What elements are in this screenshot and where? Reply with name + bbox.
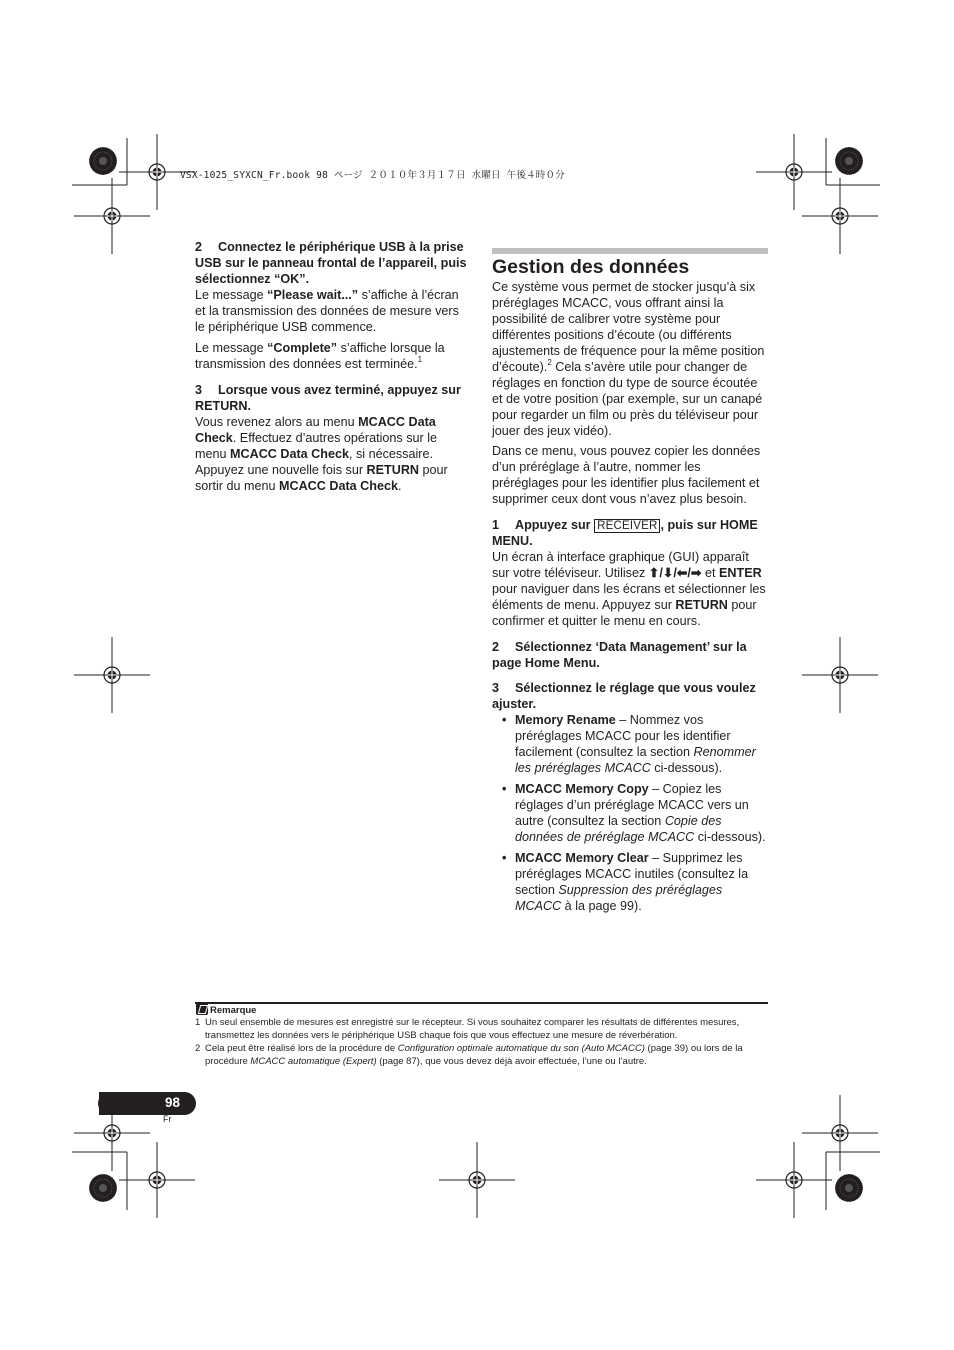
- step-1-heading: 1 Appuyez sur RECEIVER , puis sur HOME MENU.: [492, 518, 758, 548]
- step-3-paragraph: Vous revenez alors au menu MCACC Data Check. Effectuez d’autres opérations sur le menu MCACC Data Check, si nécessaire. Appuyez une nouvelle fois sur RETURN pour sortir du menu MCACC Data Check.: [195, 415, 448, 493]
- intro-paragraph-1: Ce système vous permet de stocker jusqu’à six préréglages MCACC, vous offrant ainsi la possibilité de calibrer votre système pour différentes positions d’écoute (ou différents ajustements de fréquence pour la même position d’écoute).$^2$ Cela s’avère utile pour changer de réglages en fonction du type de source écoutée et de votre position (par exemple, sur un canapé pour regarder un film ou près du téléviseur pour jouer des jeux vidéo).: [492, 280, 765, 438]
- step-3-heading: 3 Lorsque vous avez terminé, appuyez sur RETURN.: [195, 383, 461, 413]
- step-1-paragraph: Un écran à interface graphique (GUI) apparaît sur votre téléviseur. Utilisez ⬆/⬇/⬅/➡ et ENTER pour naviguer dans les écrans et sélectionner les éléments de menu. Appuyez sur RETURN pour confirmer et quitter le menu en cours.: [492, 550, 766, 628]
- step-2-paragraph-1: Le message “Please wait...” s’affiche à l’écran et la transmission des données de mesure vers le périphérique USB commence.: [195, 288, 459, 334]
- print-header: VSX-1025_SYXCN_Fr.book 98 ページ ２０１０年３月１７日 水曜日 午後４時０分: [180, 170, 565, 181]
- language-code: Fr: [163, 1114, 172, 1124]
- receiver-key: RECEIVER: [594, 519, 660, 533]
- footnote-2: 2 Cela peut être réalisé lors de la procédure de Configuration optimale automatique du son (Auto MCACC) (page 39) ou lors de la procédure MCACC automatique (Expert) (page 87), que vous devez déjà avoir effectuée, l’une ou l’autre.: [195, 1043, 743, 1067]
- left-column: [195, 239, 470, 494]
- step-3-heading: 3 Sélectionnez le réglage que vous voulez ajuster.: [492, 681, 756, 711]
- list-item: • Memory Rename – Nommez vos préréglages MCACC pour les identifier facilement (consultez la section Renommer les préréglages MCACC ci-dessous).: [502, 713, 756, 775]
- list-item: • MCACC Memory Copy – Copiez les réglages d’un préréglage MCACC vers un autre (consultez la section Copie des données de préréglage MCACC ci-dessous).: [502, 782, 766, 844]
- intro-paragraph-2: Dans ce menu, vous pouvez copier les données d’un préréglage à l’autre, nommer les préréglages pour les identifier plus facilement et supprimer ceux dont vous n’avez plus besoin.: [492, 444, 761, 506]
- footnotes: [195, 1017, 768, 1068]
- page-number-tab: [99, 1092, 196, 1115]
- notes-heading: Remarque: [196, 1003, 256, 1017]
- step-2-paragraph-2: Le message “Complete” s’affiche lorsque la transmission des données est terminée.$^1$: [195, 341, 445, 371]
- right-column: [492, 279, 768, 914]
- section-bar: [492, 248, 768, 254]
- page-number: 98: [164, 1095, 180, 1110]
- step-2-heading: 2 Connectez le périphérique USB à la prise USB sur le panneau frontal de l’appareil, puis sélectionnez “OK”.: [195, 240, 467, 286]
- footnote-1: 1 Un seul ensemble de mesures est enregistré sur le récepteur. Si vous souhaitez comparer les résultats de différentes mesures, transmettez les données vers le périphérique USB chaque fois que vous effectuez une mesure de réverbération.: [195, 1017, 740, 1041]
- notes-divider: [195, 1002, 768, 1004]
- list-item: • MCACC Memory Clear – Supprimez les préréglages MCACC inutiles (consultez la section Suppression des préréglages MCACC à la page 99).: [502, 851, 749, 913]
- pencil-note-icon: [196, 1003, 208, 1015]
- arrow-keys-icon: ⬆/⬇/⬅/➡: [648, 566, 702, 580]
- step-2-heading: 2 Sélectionnez ‘Data Management’ sur la page Home Menu.: [492, 640, 747, 670]
- section-title: Gestion des données: [492, 256, 690, 278]
